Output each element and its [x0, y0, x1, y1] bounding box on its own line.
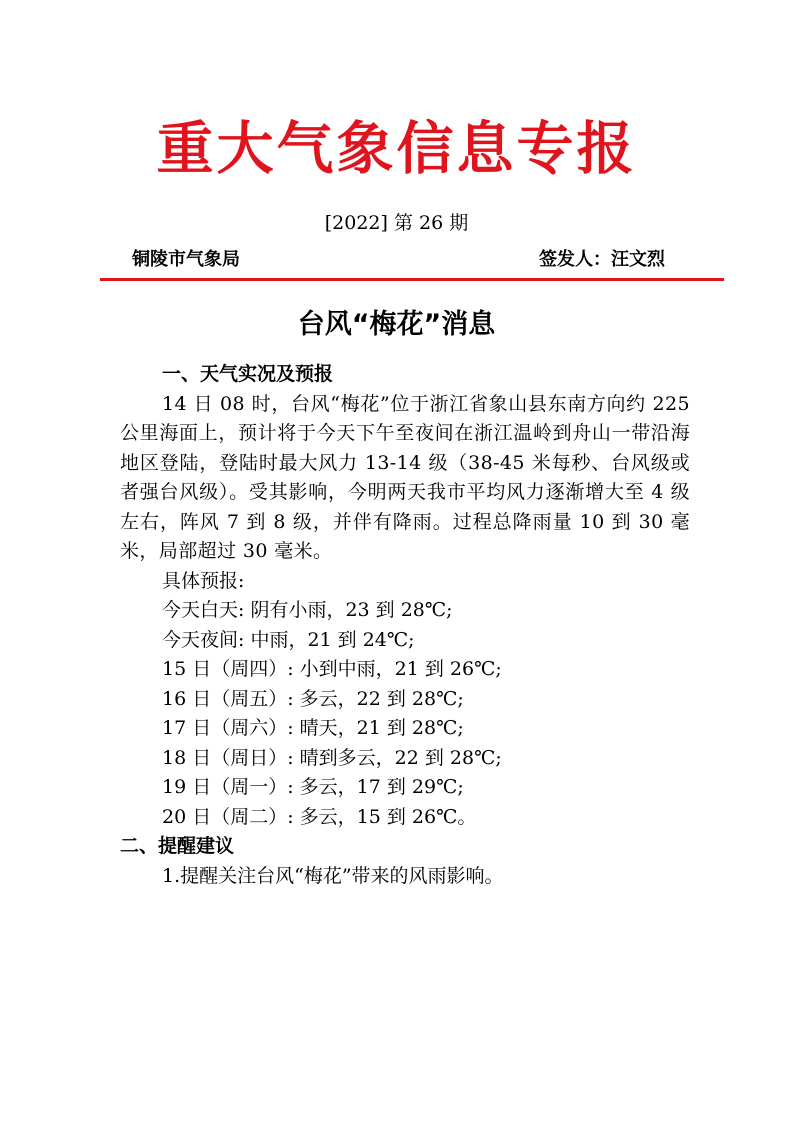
forecast-line: 今天白天: 阴有小雨，23 到 28℃; — [162, 599, 453, 621]
forecast-line: 今天夜间: 中雨，21 到 24℃; — [162, 628, 415, 651]
forecast-heading: 具体预报: — [162, 569, 245, 592]
weather-paragraph: 14 日 08 时，台风“梅花”位于浙江省象山县东南方向约 225 公里海面上，预计将于今天下午至夜间在浙江温岭到舟山一带沿海地区登陆，登陆时最大风力 13-14 级（38-45 米每秒、台风级或者强台风级）。受其影响，今明两天我市平均风力逐渐增大至 4 级左右，阵风 7 到 8 级，并伴有降雨。过程总降雨量 10 到 30 毫米，局部超过 30 毫米。 — [120, 392, 690, 562]
section-heading-weather: 一、天气实况及预报 — [162, 363, 334, 385]
red-divider — [100, 278, 724, 281]
forecast-line: 19 日（周一）: 多云，17 到 29℃; — [162, 776, 464, 798]
advice-item: 1.提醒关注台风“梅花”带来的风雨影响。 — [162, 864, 504, 887]
forecast-line: 15 日（周四）: 小到中雨，21 到 26℃; — [162, 658, 502, 680]
signer-name: 签发人：汪文烈 — [539, 249, 665, 270]
section-heading-advice: 二、提醒建议 — [120, 835, 235, 857]
masthead-title: 重大气象信息专报 — [156, 115, 637, 182]
document-body — [120, 360, 690, 891]
forecast-line: 18 日（周日）: 晴到多云，22 到 28℃; — [162, 746, 502, 769]
forecast-line: 20 日（周二）: 多云，15 到 26℃。 — [162, 805, 477, 828]
issue-number: [2022] 第 26 期 — [324, 212, 469, 234]
forecast-line: 16 日（周五）: 多云，22 到 28℃; — [162, 687, 464, 710]
forecast-line: 17 日（周六）: 晴天，21 到 28℃; — [162, 717, 464, 739]
issuer-name: 铜陵市气象局 — [132, 249, 240, 270]
document-title: 台风“梅花”消息 — [297, 309, 496, 340]
